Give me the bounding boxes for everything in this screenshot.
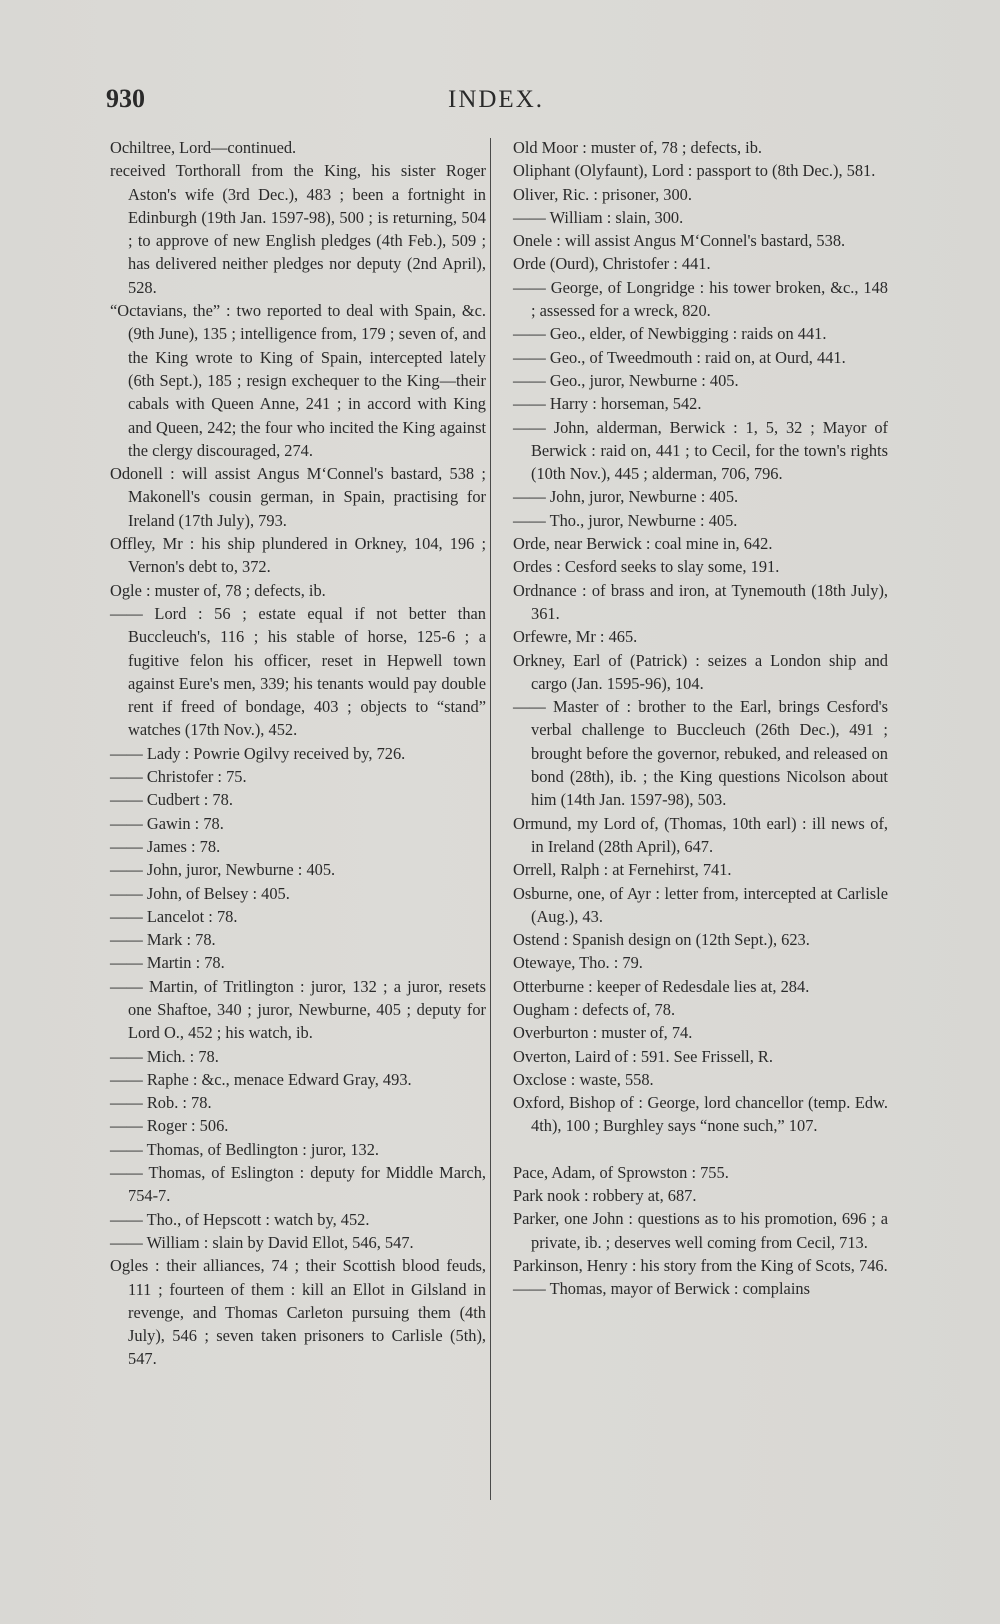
index-entry: Ochiltree, Lord—continued. <box>110 138 297 157</box>
index-entry: Orde, near Berwick : coal mine in, 642. <box>513 534 773 554</box>
index-entry: Ostend : Spanish design on (12th Sept.), 623. <box>513 930 810 950</box>
index-entry: —— John, juror, Newburne : 405. <box>513 487 739 507</box>
index-entry: Ogle : muster of, 78 ; defects, ib. <box>110 580 326 600</box>
index-entry: —— Tho., juror, Newburne : 405. <box>513 510 738 530</box>
index-entry: Ormund, my Lord of, (Thomas, 10th earl) : ill news of, in Ireland (28th April), 647. <box>513 813 888 856</box>
index-entry: Oxford, Bishop of : George, lord chancellor (temp. Edw. 4th), 100 ; Burghley says “none such,” 107. <box>513 1093 888 1136</box>
index-entry: Ordes : Cesford seeks to slay some, 191. <box>513 557 780 577</box>
index-entry: Overton, Laird of : 591. See Frissell, R. <box>513 1046 773 1066</box>
index-entry: Ougham : defects of, 78. <box>513 999 676 1019</box>
index-entry: Parkinson, Henry : his story from the King of Scots, 746. <box>513 1255 888 1275</box>
index-entry: Parker, one John : questions as to his promotion, 696 ; a private, ib. ; deserves well coming from Cecil, 713. <box>513 1209 888 1252</box>
index-entry: Ordnance : of brass and iron, at Tynemouth (18th July), 361. <box>513 580 888 623</box>
index-entry: —— John, alderman, Berwick : 1, 5, 32 ; Mayor of Berwick : raid on, 441 ; to Cecil, for the town's rights (10th Nov.), 445 ; alderman, 706, 796. <box>513 417 888 484</box>
index-entry: —— Cudbert : 78. <box>110 790 233 810</box>
index-entry: —— Mark : 78. <box>110 930 216 950</box>
index-entry: Orfewre, Mr : 465. <box>513 627 638 647</box>
index-entry: Overburton : muster of, 74. <box>513 1023 693 1043</box>
index-entry: received Torthorall from the King, his sister Roger Aston's wife (3rd Dec.), 483 ; been a fortnight in Edinburgh (19th Jan. 1597-98), 500 ; is returning, 504 ; to approve of new English pledges (4th Feb.), 509 ; has delivered neither pledges nor deputy (2nd April), 528. <box>110 161 486 297</box>
index-entry: —— Raphe : &c., menace Edward Gray, 493. <box>110 1069 412 1089</box>
index-entry: —— Lord : 56 ; estate equal if not better than Buccleuch's, 116 ; his stable of horse, 125-6 ; a fugitive felon his officer, reset in Hepwell town against Eure's men, 339; his tenants would pay double rent if freed of bondage, 403 ; objects to “stand” watches (17th Nov.), 452. <box>110 603 486 740</box>
index-entry: Orkney, Earl of (Patrick) : seizes a London ship and cargo (Jan. 1595-96), 104. <box>513 650 888 693</box>
index-entry: —— William : slain, 300. <box>513 207 684 227</box>
right-index-column <box>513 136 888 1301</box>
index-entry: Oxclose : waste, 558. <box>513 1069 654 1089</box>
index-entry: Osburne, one, of Ayr : letter from, intercepted at Carlisle (Aug.), 43. <box>513 883 888 926</box>
index-entry: Odonell : will assist Angus M‘Connel's bastard, 538 ; Makonell's cousin german, in Spain, practising for Ireland (17th July), 793. <box>110 464 486 530</box>
index-entry: Offley, Mr : his ship plundered in Orkney, 104, 196 ; Vernon's debt to, 372. <box>110 534 486 577</box>
index-entry: —— Lady : Powrie Ogilvy received by, 726. <box>110 743 406 763</box>
index-entry: —— Christofer : 75. <box>110 767 247 787</box>
index-entry: Otterburne : keeper of Redesdale lies at, 284. <box>513 976 810 996</box>
index-entry: —— Roger : 506. <box>110 1116 229 1136</box>
index-entry: —— William : slain by David Ellot, 546, 547. <box>110 1232 414 1252</box>
index-entry: Otewaye, Tho. : 79. <box>513 953 643 973</box>
index-entry: —— James : 78. <box>110 836 221 856</box>
index-entry: —— Geo., of Tweedmouth : raid on, at Ourd, 441. <box>513 347 846 367</box>
page-number: 930 <box>106 84 145 113</box>
index-entry: —— George, of Longridge : his tower broken, &c., 148 ; assessed for a wreck, 820. <box>513 277 888 321</box>
index-entry: —— Tho., of Hepscott : watch by, 452. <box>110 1209 370 1229</box>
index-entry: —— Rob. : 78. <box>110 1093 212 1113</box>
index-entry: —— Gawin : 78. <box>110 813 224 833</box>
index-entry: —— Martin : 78. <box>110 953 225 973</box>
index-entry: —— Thomas, of Bedlington : juror, 132. <box>110 1139 380 1159</box>
index-entry: —— Martin, of Tritlington : juror, 132 ; a juror, resets one Shaftoe, 340 ; juror, Newburne, 405 ; deputy for Lord O., 452 ; his watch, ib. <box>110 976 486 1043</box>
index-entry: Orde (Ourd), Christofer : 441. <box>513 254 711 274</box>
index-entry: —— Thomas, mayor of Berwick : complains <box>513 1279 810 1299</box>
index-entry: —— Mich. : 78. <box>110 1046 219 1066</box>
index-entry: Park nook : robbery at, 687. <box>513 1186 697 1206</box>
column-divider <box>490 138 491 1500</box>
index-entry: —— Harry : horseman, 542. <box>513 394 702 414</box>
index-entry: —— Thomas, of Eslington : deputy for Middle March, 754-7. <box>110 1163 486 1206</box>
index-entry: —— Geo., juror, Newburne : 405. <box>513 370 739 390</box>
running-head-title: INDEX. <box>448 86 545 113</box>
index-entry: Oliphant (Olyfaunt), Lord : passport to (8th Dec.), 581. <box>513 161 876 181</box>
index-entry: Onele : will assist Angus M‘Connel's bastard, 538. <box>513 231 846 251</box>
index-entry: Old Moor : muster of, 78 ; defects, ib. <box>513 138 763 157</box>
index-entry: “Octavians, the” : two reported to deal with Spain, &c. (9th June), 135 ; intelligence from, 179 ; seven of, and the King wrote to King of Spain, intercepted lately (6th Sept.), 185 ; resign exchequer to the King—their cabals with Queen Anne, 241 ; in accord with King and Queen, 242; the four who incited the King against the clergy discouraged, 274. <box>110 301 486 460</box>
index-entry: —— John, juror, Newburne : 405. <box>110 860 336 880</box>
index-entry: —— Master of : brother to the Earl, brings Cesford's verbal challenge to Buccleuch (26th Dec.), 491 ; brought before the governor, rebuked, and released on bond (28th), ib. ; the King questions Nicolson about him (14th Jan. 1597-98), 503. <box>513 697 888 810</box>
index-entry: —— Lancelot : 78. <box>110 906 238 926</box>
index-entry: Orrell, Ralph : at Fernehirst, 741. <box>513 860 732 880</box>
index-entry: Ogles : their alliances, 74 ; their Scottish blood feuds, 111 ; fourteen of them : kill an Ellot in Gilsland in revenge, and Thomas Carleton pursuing them (4th July), 546 ; seven taken prisoners to Carlisle (5th), 547. <box>110 1256 486 1369</box>
left-index-column <box>110 136 486 1371</box>
index-entry: —— John, of Belsey : 405. <box>110 883 290 903</box>
index-entry: —— Geo., elder, of Newbigging : raids on 441. <box>513 324 827 344</box>
index-entry: Pace, Adam, of Sprowston : 755. <box>513 1162 729 1182</box>
index-entry: Oliver, Ric. : prisoner, 300. <box>513 184 692 204</box>
